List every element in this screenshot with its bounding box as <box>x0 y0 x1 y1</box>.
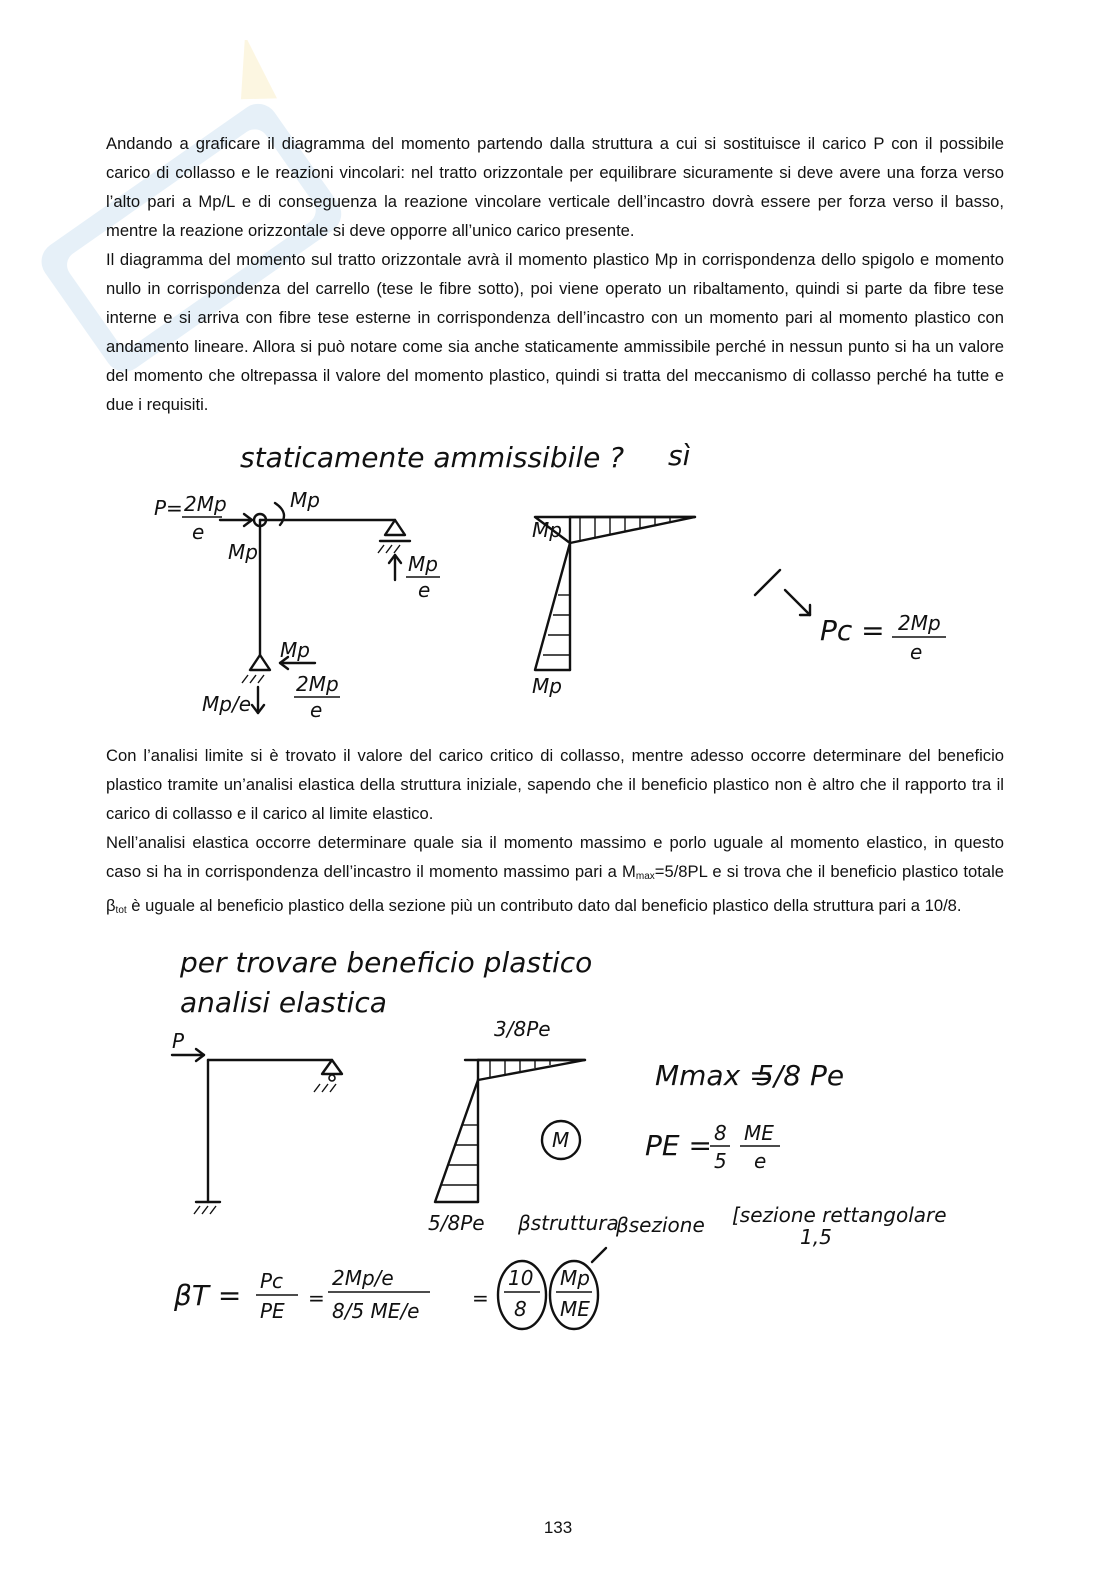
paragraph-3: Con l’analisi limite si è trovato il valore del carico critico di collasso, mentre adesso occorre determinare del beneficio plastico tramite un’analisi elastica della struttura iniziale, sapendo che il beneficio plastico non è altro che il rapporto tra il carico di collasso e il carico al limite elastico. <box>106 746 1004 823</box>
fig1-base-mp: Mp <box>280 638 310 662</box>
fig2-pc: Pc <box>260 1269 284 1293</box>
fig2-pe-lhs: PE = <box>645 1129 712 1162</box>
fig2-me-den: ME <box>560 1297 590 1321</box>
fig1-base-h-den: e <box>310 698 323 722</box>
fig2-diagram-bottom: 5/8Pe <box>428 1211 485 1235</box>
fig2-mmax-rhs: 5/8 Pe <box>756 1059 845 1092</box>
paragraph-2: Il diagramma del momento sul tratto orizzontale avrà il momento plastico Mp in corrispondenza dello spigolo e momento nullo in corrispondenza del carrello (tese le fibre sotto), poi viene operato un ribaltamento, quindi si parte da fibre tese interne e si arriva con fibre tese esterne in corrispondenza dell’incastro con un momento pari al momento plastico con andamento lineare. Allora si può notare come sia anche staticamente ammissibile perché in nessun punto si ha un valore del momento che oltrepassa il valore del momento plastico, quindi si tratta del meccanismo di collasso perché ha tutte e due i requisiti. <box>106 250 1004 414</box>
fig2-frame <box>172 1049 342 1214</box>
fig1-mp-left: Mp <box>228 540 258 564</box>
fig2-beta-t-lhs: βT = <box>174 1279 242 1312</box>
svg-text:=: = <box>472 1286 489 1310</box>
fig2-title-line1: per trovare beneficio plastico <box>180 946 593 979</box>
fig1-base-h-num: 2Mp <box>296 672 339 696</box>
fig1-load-num: 2Mp <box>184 492 227 516</box>
svg-text:=: = <box>308 1286 325 1310</box>
fig2-load: P <box>172 1029 185 1053</box>
paragraph-4 <box>106 828 1004 925</box>
fig2-frac2-den: 8/5 ME/e <box>332 1299 420 1323</box>
fig2-pe-e: e <box>754 1149 767 1173</box>
fig2-mp-num: Mp <box>560 1266 590 1290</box>
fig1-diagram-bottom: Mp <box>532 674 562 698</box>
fig2-pe-frac-den: 5 <box>714 1149 727 1173</box>
paragraph-4-a: Nell’analisi elastica occorre determinare quale sia il momento massimo e porlo uguale al momento elastico, in questo caso si ha in corrispondenza dell’incastro il momento massimo pari a M <box>106 833 1004 881</box>
fig2-ratio-num: 10 <box>508 1266 534 1290</box>
fig1-result-lhs: Pc = <box>820 614 885 647</box>
fig2-pe-me: ME <box>744 1121 774 1145</box>
fig1-title: staticamente ammissibile ? <box>240 441 625 474</box>
paragraph-4-c: è uguale al beneficio plastico della sezione più un contributo dato dal beneficio plastico della struttura pari a 10/8. <box>126 896 962 915</box>
fig1-load-label: P= <box>154 496 183 520</box>
figure-elastic-analysis <box>160 940 980 1340</box>
fig2-pe-frac-num: 8 <box>714 1121 727 1145</box>
fig1-reaction-den: e <box>418 578 431 602</box>
fig1-answer: sì <box>668 439 691 472</box>
fig2-ratio-den: 8 <box>514 1297 527 1321</box>
fig2-sezione-note: [sezione rettangolare <box>732 1203 947 1227</box>
fig1-mp-top: Mp <box>290 488 320 512</box>
fig2-beta-sezione: βsezione <box>616 1213 705 1237</box>
subscript-tot: tot <box>115 905 127 916</box>
fig2-title-line2: analisi elastica <box>180 986 387 1019</box>
fig2-mmax-lhs: Mmax = <box>655 1059 773 1092</box>
fig1-diagram-top: Mp <box>532 518 562 542</box>
fig2-moment-symbol: M <box>552 1128 570 1152</box>
fig2-sezione-value: 1,5 <box>800 1225 832 1249</box>
figure-statically-admissible <box>140 425 980 725</box>
fig2-pe: PE <box>260 1299 285 1323</box>
fig1-load-den: e <box>192 520 205 544</box>
fig1-base-v: Mp/e <box>202 692 251 716</box>
page-number: 133 <box>543 1518 573 1537</box>
fig2-frac2-num: 2Mp/e <box>332 1266 394 1290</box>
fig1-result-den: e <box>910 640 923 664</box>
fig1-reaction-num: Mp <box>408 552 438 576</box>
fig2-diagram-top: 3/8Pe <box>494 1017 551 1041</box>
fig2-beta-struttura: βstruttura <box>518 1211 619 1235</box>
paragraph-1: Andando a graficare il diagramma del momento partendo dalla struttura a cui si sostituisce il carico P con il possibile carico di collasso e le reazioni vincolari: nel tratto orizzontale per equilibrare sicuramente si deve avere una forza verso l’alto pari a Mp/L e di conseguenza la reazione vincolare verticale dell’incastro dovrà essere per forza verso il basso, mentre la reazione orizzontale si deve opporre all’unico carico presente. <box>106 134 1004 240</box>
paragraph-4-b: =5/8PL e si trova che il beneficio plastico totale β <box>106 862 1004 915</box>
subscript-max: max <box>635 871 655 882</box>
fig1-result-num: 2Mp <box>898 611 941 635</box>
